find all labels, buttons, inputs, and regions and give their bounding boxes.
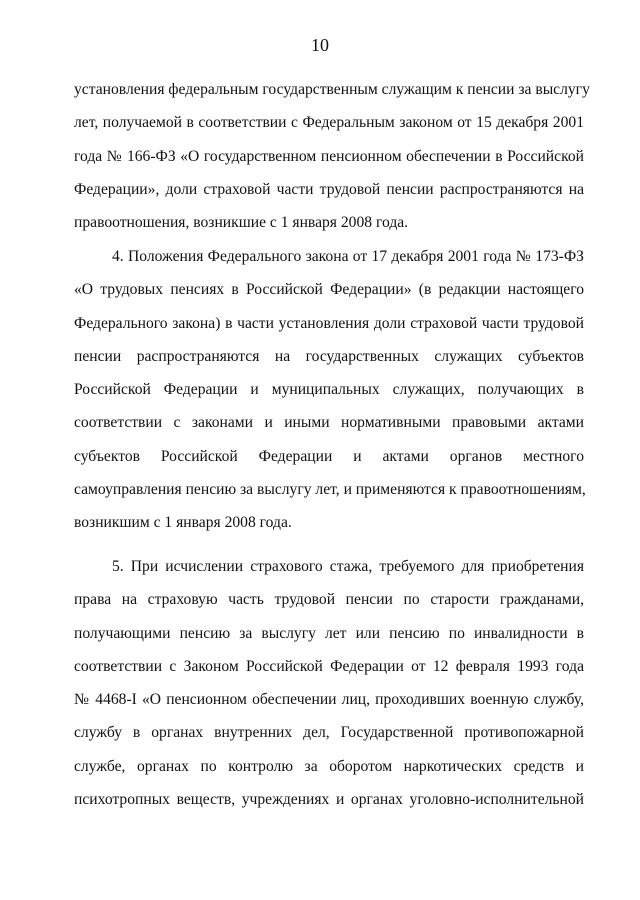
text-line: соответствии с законами и иными нормативными правовыми актами xyxy=(74,414,584,432)
text-line: службу в органах внутренних дел, Государственной противопожарной xyxy=(74,724,584,742)
text-line: Федерации», доли страховой части трудовой пенсии распространяются на xyxy=(74,180,584,198)
text-line: психотропных веществ, учреждениях и органах уголовно-исполнительной xyxy=(74,791,584,809)
text-line: года № 166-ФЗ «О государственном пенсионном обеспечении в Российской xyxy=(74,147,584,165)
paragraph-item-4 xyxy=(74,240,584,540)
text-line: Федерального закона) в части установления доли страховой части трудовой xyxy=(74,314,584,332)
text-line: № 4468-I «О пенсионном обеспечении лиц, проходивших военную службу, xyxy=(74,691,584,709)
text-line: получающими пенсию за выслугу лет или пенсию по инвалидности в xyxy=(74,624,584,642)
text-line: 4. Положения Федерального закона от 17 декабря 2001 года № 173-ФЗ xyxy=(112,248,584,265)
text-line: установления федеральным государственным служащим к пенсии за выслугу xyxy=(74,81,590,98)
text-line: «О трудовых пенсиях в Российской Федерации» (в редакции настоящего xyxy=(74,281,584,299)
paragraph-continuation xyxy=(74,73,590,239)
text-line: пенсии распространяются на государственных служащих субъектов xyxy=(74,347,584,365)
paragraph-item-5 xyxy=(74,550,584,816)
text-line: соответствии с Законом Российской Федерации от 12 февраля 1993 года xyxy=(74,657,584,675)
text-line: службе, органах по контролю за оборотом наркотических средств и xyxy=(74,757,584,775)
text-line: Российской Федерации и муниципальных служащих, получающих в xyxy=(74,381,584,399)
text-line: субъектов Российской Федерации и актами органов местного xyxy=(74,447,584,465)
text-line: правоотношения, возникшие с 1 января 2008 года. xyxy=(74,214,409,232)
text-line: возникшим с 1 января 2008 года. xyxy=(74,514,292,532)
text-line: 5. При исчислении страхового стажа, требуемого для приобретения xyxy=(112,558,584,575)
text-line: лет, получаемой в соответствии с Федеральным законом от 15 декабря 2001 xyxy=(74,114,584,132)
page-number: 10 xyxy=(311,35,329,55)
text-line: права на страховую часть трудовой пенсии по старости гражданами, xyxy=(74,591,584,609)
text-line: самоуправления пенсию за выслугу лет, и применяются к правоотношениям, xyxy=(74,481,586,499)
